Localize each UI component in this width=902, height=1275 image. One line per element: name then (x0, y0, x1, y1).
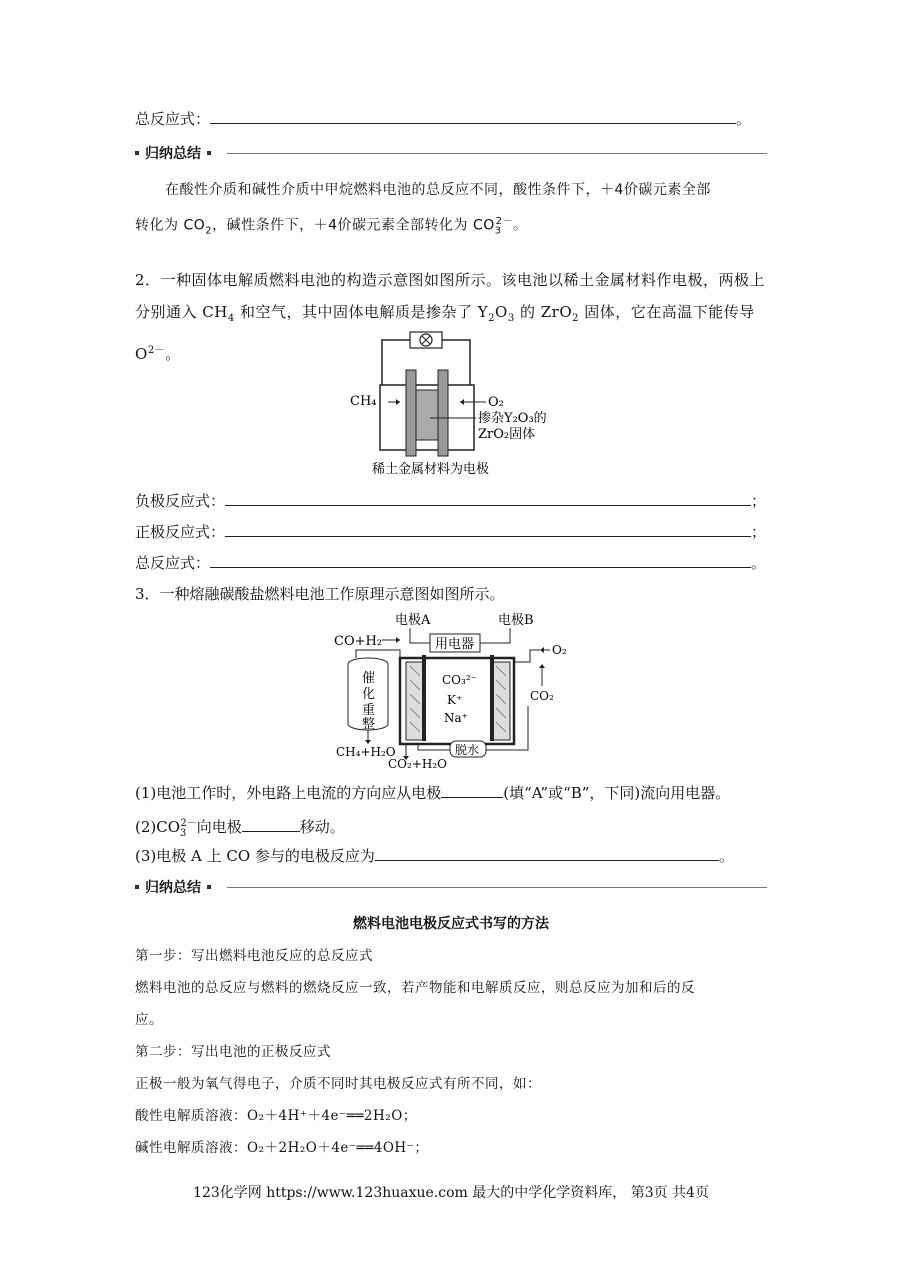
summary2-heading: 燃料电池电极反应式书写的方法 (353, 916, 549, 932)
summary2-acid: 酸性电解质溶液：O₂＋4H⁺＋4e⁻══2H₂O； (135, 1108, 417, 1124)
q3-co3: CO₃²⁻ (442, 673, 477, 687)
bullet-square-icon (135, 885, 139, 889)
q1-total-label: 总反应式： (135, 110, 211, 128)
bullet-square-icon (207, 151, 211, 155)
q2-total-blank[interactable] (210, 567, 751, 568)
summary2-p1b: 应。 (135, 1012, 163, 1028)
summary2-title: 归纳总结 (145, 880, 201, 896)
q3-co-h2: CO+H₂ (334, 634, 383, 649)
q2-line2: 分别通入 $CH_4$ 和空气，其中固体电解质是掺杂了 $Y_2O_3$ 的 ZrO$_2$ 固体，它在高温下能传导 $O^{2-}$。 (135, 303, 755, 363)
q2-fuel-cell-diagram (340, 330, 580, 480)
q3-reform-1: 催 (362, 671, 376, 686)
q3-sub3: (3)电极 A 上 CO 参与的电极反应为 。 (135, 847, 734, 865)
q2-positive-blank[interactable] (225, 536, 751, 537)
summary1-line2: 转化为 $CO_2$，碱性条件下，＋4价碳元素全部转化为 $CO_3^{2-}$。 (135, 216, 528, 237)
summary1-text (135, 174, 768, 247)
q3-electrode-b: 电极B (498, 613, 534, 628)
summary1-rule (227, 153, 767, 154)
summary2-body (135, 940, 768, 1164)
q3-sub2-blank[interactable] (242, 831, 300, 832)
bullet-square-icon (135, 151, 139, 155)
q2-dopant-label2: ZrO₂固体 (478, 427, 536, 442)
q2-period: 。 (751, 554, 767, 572)
q2-line1: 2．一种固体电解质燃料电池的构造示意图如图所示。该电池以稀土金属材料作电极，两极上 (135, 271, 766, 289)
q3-k: K⁺ (447, 693, 463, 707)
q2-total-line (135, 552, 766, 573)
q3-o2: O₂ (552, 643, 567, 657)
q3-reform-2: 化 (362, 687, 376, 702)
q3-ch4-h2o: CH₄+H₂O (336, 745, 396, 759)
q2-semicolon: ； (751, 492, 767, 510)
q3-carbonate-cell-diagram (330, 610, 580, 770)
q3-na: Na⁺ (444, 711, 468, 725)
q2-semicolon: ； (751, 523, 767, 541)
q3-title: 3．一种熔融碳酸盐燃料电池工作原理示意图如图所示。 (135, 585, 505, 603)
summary2-header (135, 877, 768, 897)
summary2-p1a: 燃料电池的总反应与燃料的燃烧反应一致，若产物能和电解质反应，则总反应为加和后的反 (135, 980, 695, 996)
lamp-icon (420, 334, 432, 346)
summary2-step1: 第一步：写出燃料电池反应的总反应式 (135, 948, 373, 964)
q2-dopant-label1: 掺杂Y₂O₃的 (478, 411, 547, 426)
summary2-step2: 第二步：写出电池的正极反应式 (135, 1044, 331, 1060)
q2-negative-line (135, 490, 766, 511)
q3-sub2: $(2)CO_3^{2-}$向电极 移动。 (135, 818, 345, 839)
q1-total-line (135, 108, 751, 129)
q2-positive-label: 正极反应式： (135, 523, 226, 541)
summary2-p2: 正极一般为氧气得电子，介质不同时其电极反应式有所不同，如： (135, 1076, 541, 1092)
q3-sub1-blank[interactable] (441, 797, 503, 798)
summary2-rule (227, 887, 767, 888)
q2-positive-line (135, 521, 766, 542)
q3-reform-3: 重 (362, 703, 376, 718)
q2-negative-blank[interactable] (225, 505, 751, 506)
q3-appliance: 用电器 (435, 637, 475, 652)
bullet-square-icon (207, 885, 211, 889)
q3-dehydrate: 脱水 (455, 743, 480, 757)
q3-sub1: (1)电池工作时，外电路上电流的方向应从电极 (填“A”或“B”，下同)流向用电器。 (135, 784, 731, 802)
q2-o2-label: O₂ (488, 395, 504, 410)
q2-caption: 稀土金属材料为电极 (372, 462, 490, 477)
q3-co2-h2o: CO₂+H₂O (388, 757, 447, 770)
summary1-title: 归纳总结 (145, 146, 201, 162)
q2-negative-label: 负极反应式： (135, 492, 226, 510)
summary1-header (135, 143, 768, 163)
q1-total-end: 。 (736, 110, 752, 128)
summary1-line1: 在酸性介质和碱性介质中甲烷燃料电池的总反应不同，酸性条件下，＋4价碳元素全部 (165, 182, 711, 198)
q3-co2: CO₂ (530, 689, 554, 703)
q2-total-label: 总反应式： (135, 554, 211, 572)
page-footer: 123化学网 https://www.123huaxue.com 最大的中学化学资料库， 第3页 共4页 (193, 1185, 709, 1201)
summary2-base: 碱性电解质溶液：O₂＋2H₂O＋4e⁻══4OH⁻； (135, 1140, 429, 1156)
q3-sub3-blank[interactable] (375, 860, 719, 861)
q3-reform-4: 整 (362, 717, 376, 732)
q1-total-blank[interactable] (210, 123, 736, 124)
q2-ch4-label: CH₄ (350, 394, 377, 409)
q3-electrode-a: 电极A (395, 613, 431, 628)
